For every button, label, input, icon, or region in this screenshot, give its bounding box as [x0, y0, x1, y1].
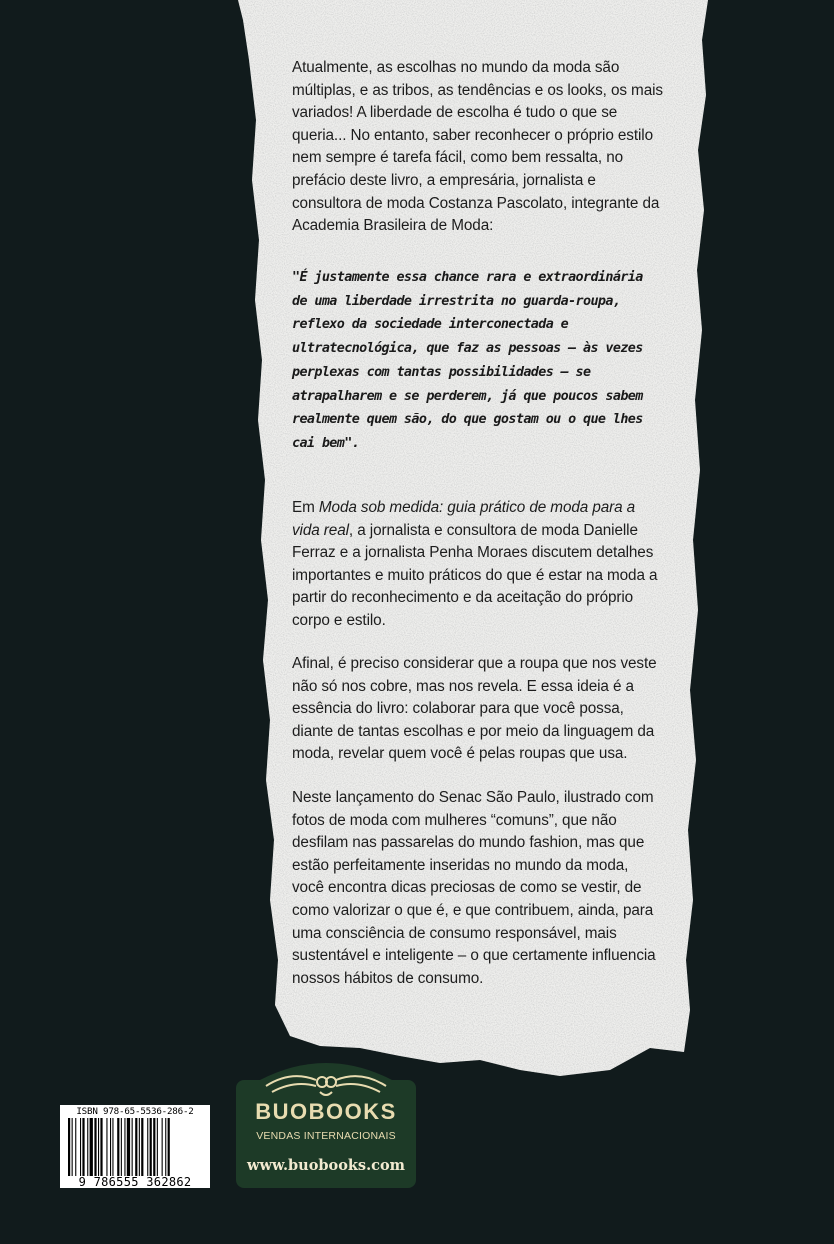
book-description-rest: , a jornalista e consultora de moda Danielle Ferraz e a jornalista Penha Moraes discutem detalhes importantes e muito práticos do que é estar na moda a partir do reconhecimento e da aceitação do próprio corpo e estilo. — [292, 521, 658, 629]
quote-text: "É justamente essa chance rara e extraordinária de uma liberdade irrestrita no guarda-roupa, reflexo da sociedade interconectada e ultratecnológica, que faz as pessoas – às vezes perplexas com tantas possibilidades – se atrapalharem e se perderem, já que poucos sabem realmente quem são, do que gostam ou o que lhes cai bem". — [292, 270, 643, 451]
preface-quote — [292, 266, 662, 456]
isbn-label: ISBN 978-65-5536-286-2 — [76, 1106, 194, 1117]
barcode-bars — [68, 1118, 202, 1176]
book-description-text — [292, 497, 664, 633]
launch-text: Neste lançamento do Senac São Paulo, ilustrado com fotos de moda com mulheres “comuns”, que não desfilam nas passarelas do mundo fashion, mas que estão perfeitamente inseridas no mundo da moda, você encontra dicas preciosas de como se vestir, de como valorizar o que é, e que contribuem, ainda, para uma consciência de consumo responsável, mais sustentável e inteligente – o que certamente influencia nossos hábitos de consumo. — [292, 789, 656, 987]
intro-text: Atualmente, as escolhas no mundo da moda são múltiplas, e as tribos, as tendências e os looks, os mais variados! A liberdade de escolha é tudo o que se queria... No entanto, saber reconhecer o próprio estilo nem sempre é tarefa fácil, como bem ressalta, no prefácio deste livro, a empresária, jornalista e consultora de moda Costanza Pascolato, integrante da Academia Brasileira de Moda: — [292, 59, 663, 235]
book-title: Moda sob medida: guia prático de moda para a vida real — [292, 499, 636, 539]
barcode-number: 9 786555 362862 — [78, 1175, 192, 1189]
logo-name: BUOBOOKS — [255, 1099, 397, 1124]
essence-text: Afinal, é preciso considerar que a roupa que nos veste não só nos cobre, mas nos revela. E essa ideia é a essência do livro: colaborar para que você possa, diante de tantas escolhas e por meio da linguagem da moda, revelar quem você é pelas roupas que usa. — [292, 655, 657, 763]
essence-paragraph — [292, 653, 664, 766]
intro-paragraph — [292, 57, 664, 238]
logo-url: www.buobooks.com — [247, 1157, 405, 1174]
book-description-paragraph — [292, 497, 664, 633]
isbn-barcode — [60, 1105, 210, 1188]
book-description-prefix: Em — [292, 499, 319, 516]
launch-paragraph — [292, 787, 664, 990]
logo-subtitle: VENDAS INTERNACIONAIS — [256, 1130, 396, 1142]
